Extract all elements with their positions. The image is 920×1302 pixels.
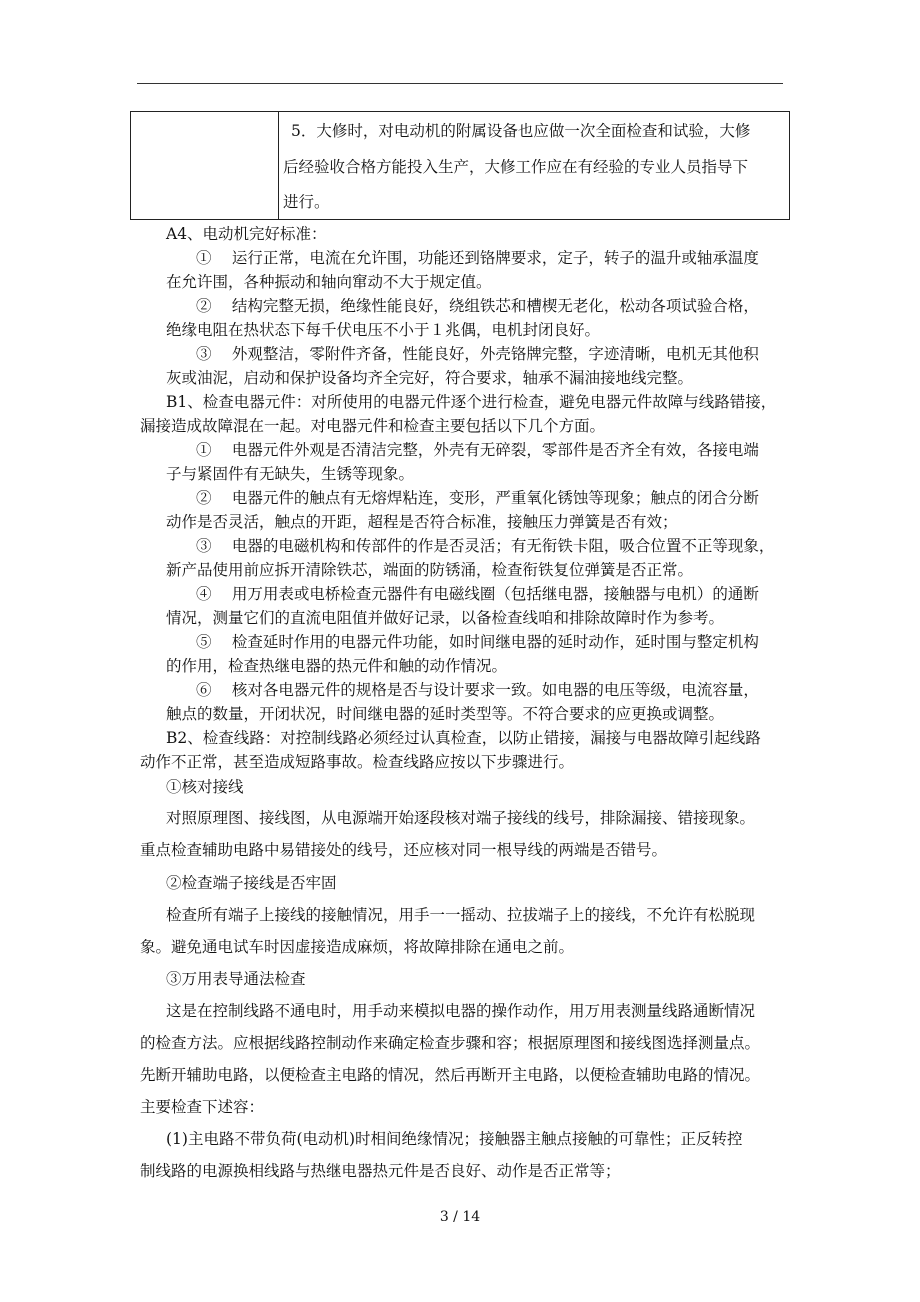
table-line: 5．大修时，对电动机的附属设备也应做一次全面检查和试验，大修 [291,122,751,140]
page-number: 3 / 14 [439,1209,481,1225]
paragraph-line: 先断开辅助电路，以便检查主电路的情况，然后再断开主电路，以便检查辅助电路的情况。 [140,1066,761,1084]
list-item: ④ 用万用表或电桥检查元器件有电磁线圈（包括继电器，接触器与电机）的通断 [196,585,759,603]
paragraph-line: 情况，测量它们的直流电阻值并做好记录，以备检查线咱和排除故障时作为参考。 [166,609,725,627]
paragraph-line: 动作是否灵活，触点的开距，超程是否符合标准，接触压力弹簧是否有效； [166,513,678,531]
list-item: ⑥ 核对各电器元件的规格是否与设计要求一致。如电器的电压等级，电流容量， [196,681,759,699]
paragraph-line: 主要检查下述容： [140,1098,265,1116]
section-heading: B2、检查线路：对控制线路必须经过认真检查，以防止错接，漏接与电器故障引起线路 [166,729,761,747]
paragraph-line: 动作不正常，甚至造成短路事故。检查线路应按以下步骤进行。 [140,753,575,771]
table-line: 后经验收合格方能投入生产，大修工作应在有经验的专业人员指导下 [283,158,749,176]
table-cell-empty [131,112,279,219]
table-line: 进行。 [283,193,330,211]
list-item: ⑤ 检查延时作用的电器元件功能，如时间继电器的延时动作，延时围与整定机构 [196,633,759,651]
maintenance-table [130,111,790,220]
list-item: ③ 电器的电磁机构和传部件的作是否灵活；有无衔铁卡阻，吸合位置不正等现象， [196,537,775,555]
list-item: ① 电器元件外观是否清洁完整，外壳有无碎裂，零部件是否齐全有效，各接电端 [196,441,759,459]
list-item: ③ 外观整洁，零附件齐备，性能良好，外壳铬牌完整，字迹清晰，电机无其他积 [196,345,759,363]
section-heading: A4、电动机完好标准： [166,225,327,243]
paragraph-line: 子与紧固件有无缺失，生锈等现象。 [166,465,415,483]
paragraph-line: 在允许围，各种振动和轴向窜动不大于规定值。 [166,273,492,291]
list-item: ② 结构完整无损，绝缘性能良好，绕组铁芯和槽楔无老化，松动各项试验合格， [196,297,759,315]
paragraph-line: 的作用，检查热继电器的热元件和触的动作情况。 [166,657,508,675]
paragraph-line: 新产品使用前应拆开清除铁芯，端面的防锈涌，检查衔铁复位弹簧是否正常。 [166,561,694,579]
paragraph-line: 绝缘电阻在热状态下每千伏电压不小于１兆偶，电机封闭良好。 [166,321,601,339]
paragraph-line: (1)主电路不带负荷(电动机)时相间绝缘情况；接触器主触点接触的可靠性；正反转控 [166,1130,743,1148]
paragraph-line: 对照原理图、接线图，从电源端开始逐段核对端子接线的线号，排除漏接、错接现象。 [166,809,756,827]
paragraph-line: 漏接造成故障混在一起。对电器元件和检查主要包括以下几个方面。 [140,417,606,435]
paragraph-line: 象。避免通电试车时因虚接造成麻烦，将故障排除在通电之前。 [140,938,575,956]
list-item: ① 运行正常，电流在允许围，功能还到铬牌要求，定子，转子的温升或轴承温度 [196,249,759,267]
paragraph-line: 制线路的电源换相线路与热继电器热元件是否良好、动作是否正常等； [140,1162,621,1180]
paragraph-line: 重点检查辅助电路中易错接处的线号，还应核对同一根导线的两端是否错号。 [140,841,668,859]
paragraph-line: 触点的数量，开闭状况，时间继电器的延时类型等。不符合要求的应更换或调整。 [166,705,725,723]
section-heading: B1、检查电器元件：对所使用的电器元件逐个进行检查，避免电器元件故障与线路错接， [166,393,777,411]
list-item: ② 电器元件的触点有无熔焊粘连，变形，严重氧化锈蚀等现象；触点的闭合分断 [196,489,759,507]
paragraph-line: 这是在控制线路不通电时，用手动来模拟电器的操作动作，用万用表测量线路通断情况 [166,1002,756,1020]
paragraph-line: 的检查方法。应根据线路控制动作来确定检查步骤和容；根据原理图和接线图选择测量点。 [140,1034,761,1052]
header-rule [137,83,783,84]
paragraph-line: 检查所有端子上接线的接触情况，用手一一摇动、拉拔端子上的接线，不允许有松脱现 [166,906,756,924]
subheading: ③万用表导通法检查 [166,970,306,988]
paragraph-line: 灰或油泥，启动和保护设备均齐全完好，符合要求，轴承不漏油接地线完整。 [166,369,694,387]
subheading: ①核对接线 [166,778,244,796]
subheading: ②检查端子接线是否牢固 [166,874,337,892]
